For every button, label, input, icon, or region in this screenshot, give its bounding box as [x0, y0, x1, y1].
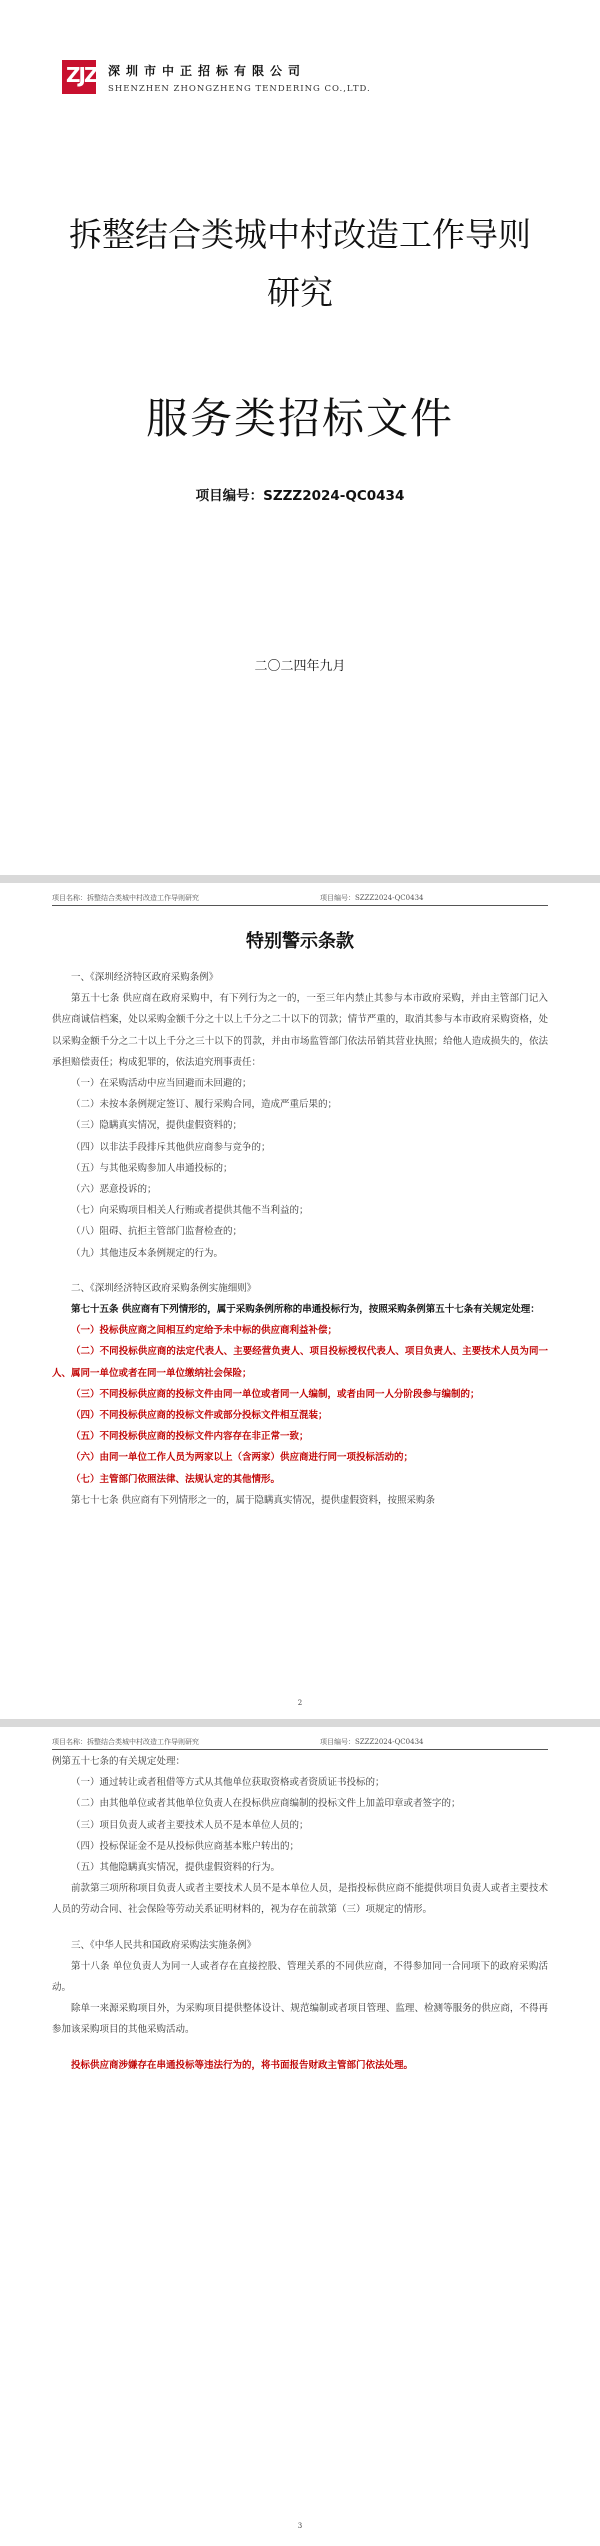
list-item: （六）恶意投诉的；: [71, 1184, 157, 1196]
section-heading: 二、《深圳经济特区政府采购条例实施细则》: [71, 1282, 257, 1294]
section-heading: 三、《中华人民共和国政府采购法实施条例》: [71, 1939, 257, 1951]
list-item: （七）向采购项目相关人行贿或者提供其他不当利益的；: [71, 1205, 309, 1217]
project-number-value: SZZZ2024-QC0434: [263, 488, 405, 504]
company-name-cn: 深圳市中正招标有限公司: [108, 64, 307, 78]
list-item: （六）由同一单位工作人员为两家以上（含两家）供应商进行同一项投标活动的；: [71, 1452, 414, 1464]
page3-body: [52, 1751, 548, 2076]
paragraph: 例第五十七条的有关规定处理：: [52, 1756, 186, 1767]
list-item: （五）不同投标供应商的投标文件内容存在非正常一致；: [71, 1431, 309, 1443]
warning-clauses-page: [0, 883, 600, 1719]
page2-body: [52, 967, 548, 1511]
list-item: （四）以非法手段排斥其他供应商参与竞争的；: [71, 1141, 271, 1153]
paragraph: 前款第三项所称项目负责人或者主要技术人员不是本单位人员，是指投标供应商不能提供项目负责人或者主要技术人员的劳动合同、社会保险等劳动关系证明材料的，视为存在前款第（三）项规定的情形。: [52, 1883, 548, 1916]
list-item: （二）由其他单位或者其他单位负责人在投标供应商编制的投标文件上加盖印章或者签字的；: [71, 1798, 461, 1810]
list-item: （二）不同投标供应商的法定代表人、主要经营负责人、项目投标授权代表人、项目负责人、主要技术人员为同一人、属同一单位或者在同一单位缴纳社会保险；: [52, 1346, 548, 1379]
header-project-name: 项目名称：拆整结合类城中村改造工作导则研究: [52, 1738, 199, 1746]
cover-date: 二〇二四年九月: [254, 659, 346, 674]
list-item: （五）与其他采购参加人串通投标的；: [71, 1162, 233, 1174]
list-item: （三）项目负责人或者主要技术人员不是本单位人员的；: [71, 1819, 309, 1831]
paragraph: 第七十五条 供应商有下列情形的，属于采购条例所称的串通投标行为，按照采购条例第五十七条有关规定处理：: [71, 1304, 540, 1316]
list-item: （四）投标保证金不是从投标供应商基本账户转出的；: [71, 1840, 300, 1852]
paragraph: 第五十七条 供应商在政府采购中，有下列行为之一的，一至三年内禁止其参与本市政府采购，并由主管部门记入供应商诚信档案，处以采购金额千分之十以上千分之二十以下的罚款；情节严重的，取消其参与本市政府采购资格，处以采购金额千分之二十以上千分之三十以下的罚款，并由市场监管部门依法吊销其营业执照；给他人造成损失的，依法承担赔偿责任；构成犯罪的，依法追究刑事责任：: [52, 993, 548, 1068]
warning-clauses-page-continued: [0, 1727, 600, 2546]
list-item: （一）在采购活动中应当回避而未回避的；: [71, 1078, 252, 1090]
list-item: （四）不同投标供应商的投标文件或部分投标文件相互混装；: [71, 1410, 328, 1422]
list-item: （一）投标供应商之间相互约定给予未中标的供应商利益补偿；: [71, 1325, 338, 1337]
list-item: （七）主管部门依照法律、法规认定的其他情形。: [71, 1473, 281, 1485]
document-title: 服务类招标文件: [145, 394, 454, 443]
section-heading: 一、《深圳经济特区政府采购条例》: [71, 972, 219, 983]
list-item: （八）阻碍、抗拒主管部门监督检查的；: [71, 1226, 243, 1238]
list-item: （一）通过转让或者租借等方式从其他单位获取资格或者资质证书投标的；: [71, 1777, 385, 1789]
list-item: （五）其他隐瞒真实情况，提供虚假资料的行为。: [71, 1862, 281, 1874]
project-title: 拆整结合类城中村改造工作导则研究: [69, 215, 531, 312]
page-number: 2: [297, 1699, 303, 1707]
list-item: （二）未按本条例规定签订、履行采购合同，造成严重后果的；: [71, 1099, 338, 1111]
header-project-number: 项目编号：SZZZ2024-QC0434: [320, 894, 424, 902]
page-title: 特别警示条款: [246, 931, 354, 952]
paragraph: 第七十七条 供应商有下列情形之一的，属于隐瞒真实情况，提供虚假资料，按照采购条: [71, 1494, 436, 1506]
list-item: （三）隐瞒真实情况，提供虚假资料的；: [71, 1120, 243, 1132]
paragraph: 第十八条 单位负责人为同一人或者存在直接控股、管理关系的不同供应商，不得参加同一合同项下的政府采购活动。: [52, 1960, 548, 1994]
list-item: （三）不同投标供应商的投标文件由同一单位或者同一人编制，或者由同一人分阶段参与编制的；: [71, 1388, 480, 1400]
header-project-name: 项目名称：拆整结合类城中村改造工作导则研究: [52, 894, 199, 902]
page-number: 3: [297, 2522, 303, 2530]
header-project-number: 项目编号：SZZZ2024-QC0434: [320, 1738, 424, 1746]
project-number: [0, 484, 600, 504]
company-name-en: SHENZHEN ZHONGZHENG TENDERING CO.,LTD.: [108, 84, 371, 94]
running-header: [52, 1735, 548, 1750]
company-logo: [62, 60, 96, 94]
project-number-label: 项目编号：: [195, 488, 264, 504]
paragraph: 除单一来源采购项目外，为采购项目提供整体设计、规范编制或者项目管理、监理、检测等服务的供应商，不得再参加该采购项目的其他采购活动。: [52, 2003, 548, 2036]
running-header: [52, 891, 548, 906]
list-item: （九）其他违反本条例规定的行为。: [71, 1247, 224, 1259]
warning-statement: 投标供应商涉嫌存在串通投标等违法行为的，将书面报告财政主管部门依法处理。: [71, 2059, 414, 2071]
cover-page: [0, 0, 600, 875]
logo-mark: ZJZ: [66, 63, 97, 87]
